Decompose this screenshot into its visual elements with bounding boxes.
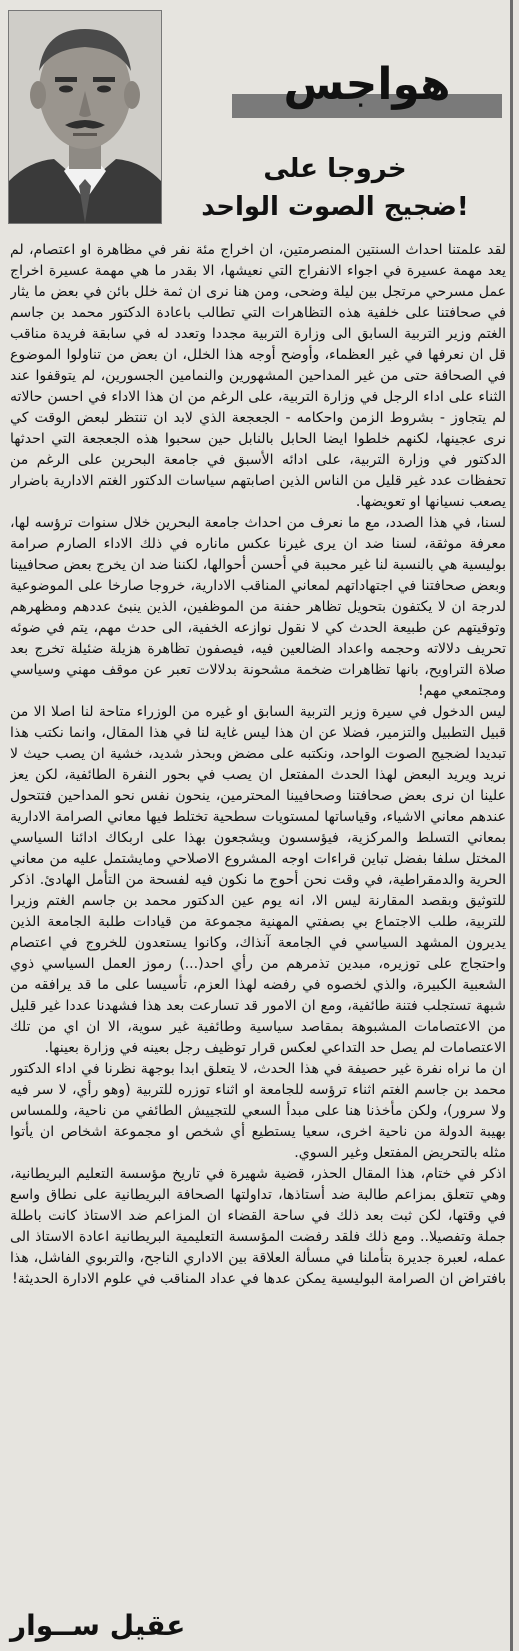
column-border-rule (510, 0, 513, 1651)
author-name: عقيل ســوار (10, 1609, 186, 1642)
article-paragraph: لسنا، في هذا الصدد، مع ما نعرف من احداث جامعة البحرين خلال سنوات ترؤسه لها، معرفة موثقة، لسنا ضد ان يرى غيرنا عكس ماناره في ذلك الاداء الصارم صرامة بوليسية هي بالنسبة لنا غير محببة في أحسن أحوالها، لكننا ضد ان يخرج بعض صحافيينا وبعض صحافتنا في اجتهاداتهم لمعاني المناقب الادارية، خروجا صارخا على الموضوعية لدرجة ان لا يكتفون بتحويل تظاهر حفنة من الموظفين، الذين ينبئ عددهم ومظهرهم وتوقيتهم عن طبيعة الحدث كي لا نقول نوازعه الخفية، الى حدث مهم، يتم في ضوئه تحريف دلالاته وحجمه واعداد الضالعين فيه، فيصفون تظاهرة هزيلة ضئيلة تخرج بعد صلاة التراويح، بانها تظاهرات ضخمة مشحونة بدلالات تعبر عن موقف مهني وسياسي ومجتمعي مهم! (10, 515, 506, 699)
column-title: هواجس (283, 59, 451, 110)
article-paragraph: لقد علمتنا احداث السنتين المنصرمتين، ان اخراج مئة نفر في مظاهرة او اعتصام، لم يعد مهمة عسيرة في اجواء الانفراج التي نعيشها، الا بقدر ما هي مهمة عسيرة اخراج عمل مسرحي مرتجل بين ليلة وضحى، ومن هنا نرى ان ثمة خلل بائن في بعض ما يثار في صحافتنا على خلفية هذه التظاهرات التي تطالب باعادة الدكتور محمد بن جاسم الغتم وزير التربية السابق الى وزارة التربية مجددا وتعدد له في سابقة فريدة مناقب قل ان نعرفها في غير العظماء، وأوضح أوجه هذا الخلل، ان بعض من تناولوا الموضوع في الصحافة حتى من غير المداحين المشهورين والنمامين الجسورين، لم يتوقفوا عند الثناء على اداء الرجل في وزارة التربية، على الرغم من ان هذا الاداء في احسن حالاته لم يتجاوز - بشروط الزمن واحكامه - الجعجعة الذي لابد ان تنتظر لبعض الوقت كي نرى عجينها، لكنهم خلطوا ايضا الحابل بالنابل حين سحبوا هذه الجعجعة التي احدثها الدكتور في وزارة التربية، على ادائه الأسبق في جامعة البحرين على الرغم من تحفظات عدد غير قليل من الناس الذين اصابتهم سياسات الدكتور الغتم الادارية باضرار يصعب نسيانها او تعويضها. (10, 242, 506, 510)
article-paragraph: ان ما نراه نفرة غير حصيفة في هذا الحدث، لا يتعلق ابدا بوجهة نظرنا في اداء الدكتور محمد بن جاسم الغتم اثناء ترؤسه للجامعة او اثناء توزره للتربية (وهو رأي، لا سر فيه ولا سرور)، ولكن مأخذنا هنا على مبدأ السعي للتجييش الطائفي من ناحية، وللمساس بهيبة الدولة من ناحية اخرى، سعيا يستطيع أي شخص او مجموعة اشخاص ان يأتوا مثله بالتحريض المفتعل وغير السوي. (10, 1061, 506, 1161)
headline-line-1: خروجا على (263, 154, 407, 184)
article-paragraph: اذكر في ختام، هذا المقال الحذر، قضية شهيرة في تاريخ مؤسسة التعليم البريطانية، وهي تتعلق بمزاعم طالبة ضد أستاذها، تداولتها الصحافة البريطانية على نطاق واسع في وقتها، لكن ثبت بعد ذلك في ساحة القضاء ان المزاعم ضد الاستاذ كانت باطلة جملة وتفصيلا.. ومع ذلك فلقد رفضت المؤسسة التعليمية البريطانية اعادة الاستاذ الى عمله، لعبرة جديرة بتأملنا في مسألة العلاقة بين الاداري الناجح، والتربوي الفاشل، هذا بافتراض ان الصرامة البوليسية يمكن عدها في عداد المناقب في علوم الادارة الحديثة! (10, 1166, 506, 1287)
headline-line-2: ضجيج الصوت الواحد! (201, 192, 469, 222)
article-headline (175, 150, 495, 226)
author-portrait-image (9, 11, 161, 223)
author-photo (8, 10, 162, 224)
article-body (10, 240, 506, 1610)
article-paragraph: ليس الدخول في سيرة وزير التربية السابق او غيره من الوزراء متاحة لنا اصلا الا من قبيل التطبيل والتزمير، فضلا عن ان هذا ليس غاية لنا في هذا المقال، وانما نكتب هذا تبديدا لضجيج الصوت الواحد، ونكتبه على مضض وبحذر شديد، خشية ان يصب حيث لا نريد ويريد البعض لهذا الحدث المفتعل ان يصب في بحور النفرة الطائفية، لكن يعز علينا ان نرى بعض صحافتنا وصحافيينا المحترمين، ينحون نفس نحو المداحين فتتحول عندهم معاني الاشياء، وقياساتها لمستويات سطحية تختلط فيها معاني الصرامة الادارية بمعاني التسلط والمركزية، فيؤسسون ويشجعون بهذا على اربكاك ادائنا السياسي المختل سلفا بفضل تباين قراءات اوجه المشروع الاصلاحي ومايشتمل عليه من معاني الحرية والدمقراطية، في وقت نحن أحوج ما نكون فيه لفسحة من التأمل الهادئ. اذكر للتوثيق وبقصد المقارنة ليس الا، انه يوم عين الدكتور محمد بن جاسم الغتم وزيرا للتربية، طلب الاجتماع بي بصفتي المهنية مجموعة من قيادات طلبة الجامعة الذين يديرون المشهد السياسي في الجامعة آنذاك، وكانوا يستعدون للخروج في اعتصام واحتجاج على توزيره، مبدين تذمرهم من رأي احد(...) رموز العمل السياسي ذوي الشعبية الكبيرة، والذي لخصوه في رفضه لهذا العزم، تأسيسا على ما قد يرافقه من شبهة تستجلب فتنة طائفية، ومع ان الامور قد تسارعت بعد هذا فشهدنا عددا غير قليل من الاعتصامات المشبوهة بمقاصد سياسية وطائفية غير سوية، الا ان اي من تلك الاعتصامات لم يصل حد التداعي لعكس قرار توظيف رجل بعينه في وزارة بعينها. (10, 704, 506, 1056)
